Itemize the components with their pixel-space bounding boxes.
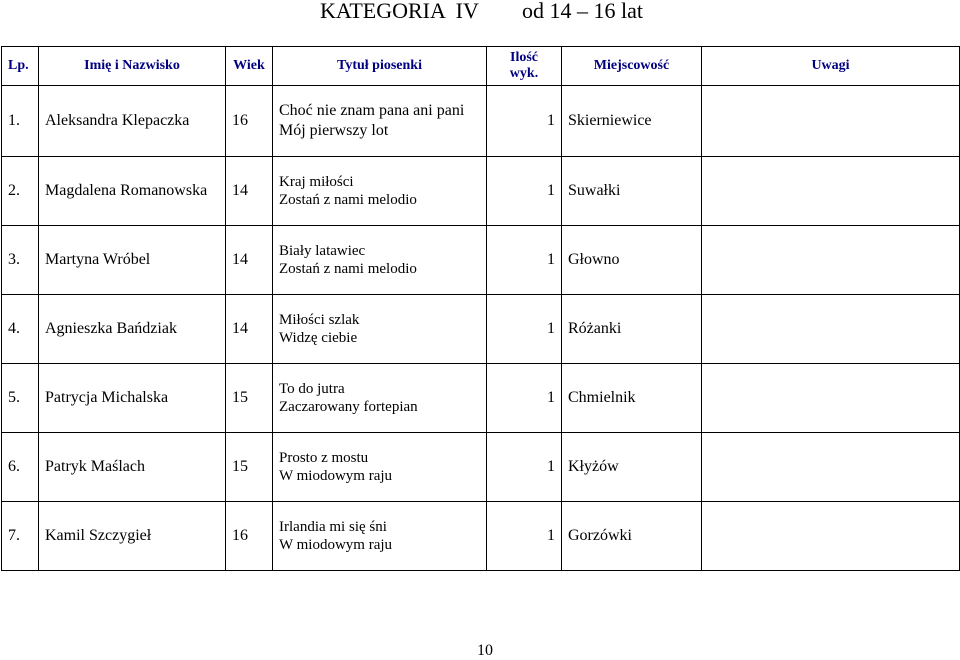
song-title-2: W miodowym raju xyxy=(279,537,393,553)
column-header-notes: Uwagi xyxy=(702,47,960,86)
cell-count: 1 xyxy=(487,364,562,433)
cell-name: Patrycja Michalska xyxy=(39,364,226,433)
cell-count: 1 xyxy=(487,502,562,571)
cell-name: Agnieszka Bańdziak xyxy=(39,295,226,364)
song-title-1: Irlandia mi się śni xyxy=(279,519,387,535)
cell-song xyxy=(273,86,487,157)
cell-count: 1 xyxy=(487,157,562,226)
table-row xyxy=(2,157,960,226)
cell-city: Chmielnik xyxy=(562,364,702,433)
cell-city: Suwałki xyxy=(562,157,702,226)
cell-lp: 7. xyxy=(2,502,39,571)
cell-notes xyxy=(702,364,960,433)
song-title-1: Miłości szlak xyxy=(279,312,360,328)
song-title-2: Zaczarowany fortepian xyxy=(279,399,418,415)
cell-count: 1 xyxy=(487,295,562,364)
cell-lp: 5. xyxy=(2,364,39,433)
cell-notes xyxy=(702,226,960,295)
column-header-name: Imię i Nazwisko xyxy=(39,47,226,86)
cell-age: 16 xyxy=(226,86,273,157)
table-row xyxy=(2,226,960,295)
cell-lp: 4. xyxy=(2,295,39,364)
cell-song xyxy=(273,157,487,226)
cell-song xyxy=(273,433,487,502)
cell-count: 1 xyxy=(487,226,562,295)
cell-age: 14 xyxy=(226,157,273,226)
cell-song xyxy=(273,226,487,295)
cell-notes xyxy=(702,86,960,157)
column-header-age: Wiek xyxy=(226,47,273,86)
cell-name: Patryk Maślach xyxy=(39,433,226,502)
cell-name: Martyna Wróbel xyxy=(39,226,226,295)
cell-age: 14 xyxy=(226,226,273,295)
column-header-city: Miejscowość xyxy=(562,47,702,86)
table-row xyxy=(2,433,960,502)
song-title-2: W miodowym raju xyxy=(279,468,393,484)
column-header-count xyxy=(487,47,562,86)
cell-name: Magdalena Romanowska xyxy=(39,157,226,226)
cell-age: 15 xyxy=(226,364,273,433)
song-title-2: Widzę ciebie xyxy=(279,330,358,346)
cell-notes xyxy=(702,157,960,226)
column-header-song: Tytuł piosenki xyxy=(273,47,487,86)
song-title-1: Prosto z mostu xyxy=(279,450,369,466)
song-title-2: Zostań z nami melodio xyxy=(279,192,417,208)
cell-song xyxy=(273,295,487,364)
cell-name: Kamil Szczygieł xyxy=(39,502,226,571)
cell-name: Aleksandra Klepaczka xyxy=(39,86,226,157)
cell-city: Głowno xyxy=(562,226,702,295)
cell-age: 16 xyxy=(226,502,273,571)
category-title: KATEGORIA IV xyxy=(320,0,479,23)
song-title-2: Zostań z nami melodio xyxy=(279,261,417,277)
column-header-count-line2: wyk. xyxy=(509,66,539,81)
cell-notes xyxy=(702,433,960,502)
cell-notes xyxy=(702,502,960,571)
table-row xyxy=(2,86,960,157)
cell-city: Kłyżów xyxy=(562,433,702,502)
song-title-2: Mój pierwszy lot xyxy=(279,122,389,139)
cell-song xyxy=(273,502,487,571)
column-header-count-line1: Ilość xyxy=(510,50,538,65)
table-row xyxy=(2,364,960,433)
age-range-title: od 14 – 16 lat xyxy=(522,0,643,23)
cell-city: Różanki xyxy=(562,295,702,364)
cell-lp: 6. xyxy=(2,433,39,502)
page-title xyxy=(0,0,960,24)
song-title-1: Biały latawiec xyxy=(279,243,366,259)
table-header-row xyxy=(2,47,960,86)
cell-city: Gorzówki xyxy=(562,502,702,571)
cell-lp: 2. xyxy=(2,157,39,226)
table-row xyxy=(2,502,960,571)
cell-count: 1 xyxy=(487,86,562,157)
table-row xyxy=(2,295,960,364)
column-header-lp: Lp. xyxy=(2,47,39,86)
cell-notes xyxy=(702,295,960,364)
song-title-1: Choć nie znam pana ani pani xyxy=(279,102,465,119)
song-title-1: To do jutra xyxy=(279,381,345,397)
cell-lp: 1. xyxy=(2,86,39,157)
cell-count: 1 xyxy=(487,433,562,502)
song-title-1: Kraj miłości xyxy=(279,174,354,190)
cell-lp: 3. xyxy=(2,226,39,295)
cell-city: Skierniewice xyxy=(562,86,702,157)
cell-age: 14 xyxy=(226,295,273,364)
participants-table xyxy=(1,46,960,571)
cell-song xyxy=(273,364,487,433)
page-number: 10 xyxy=(477,642,493,659)
cell-age: 15 xyxy=(226,433,273,502)
